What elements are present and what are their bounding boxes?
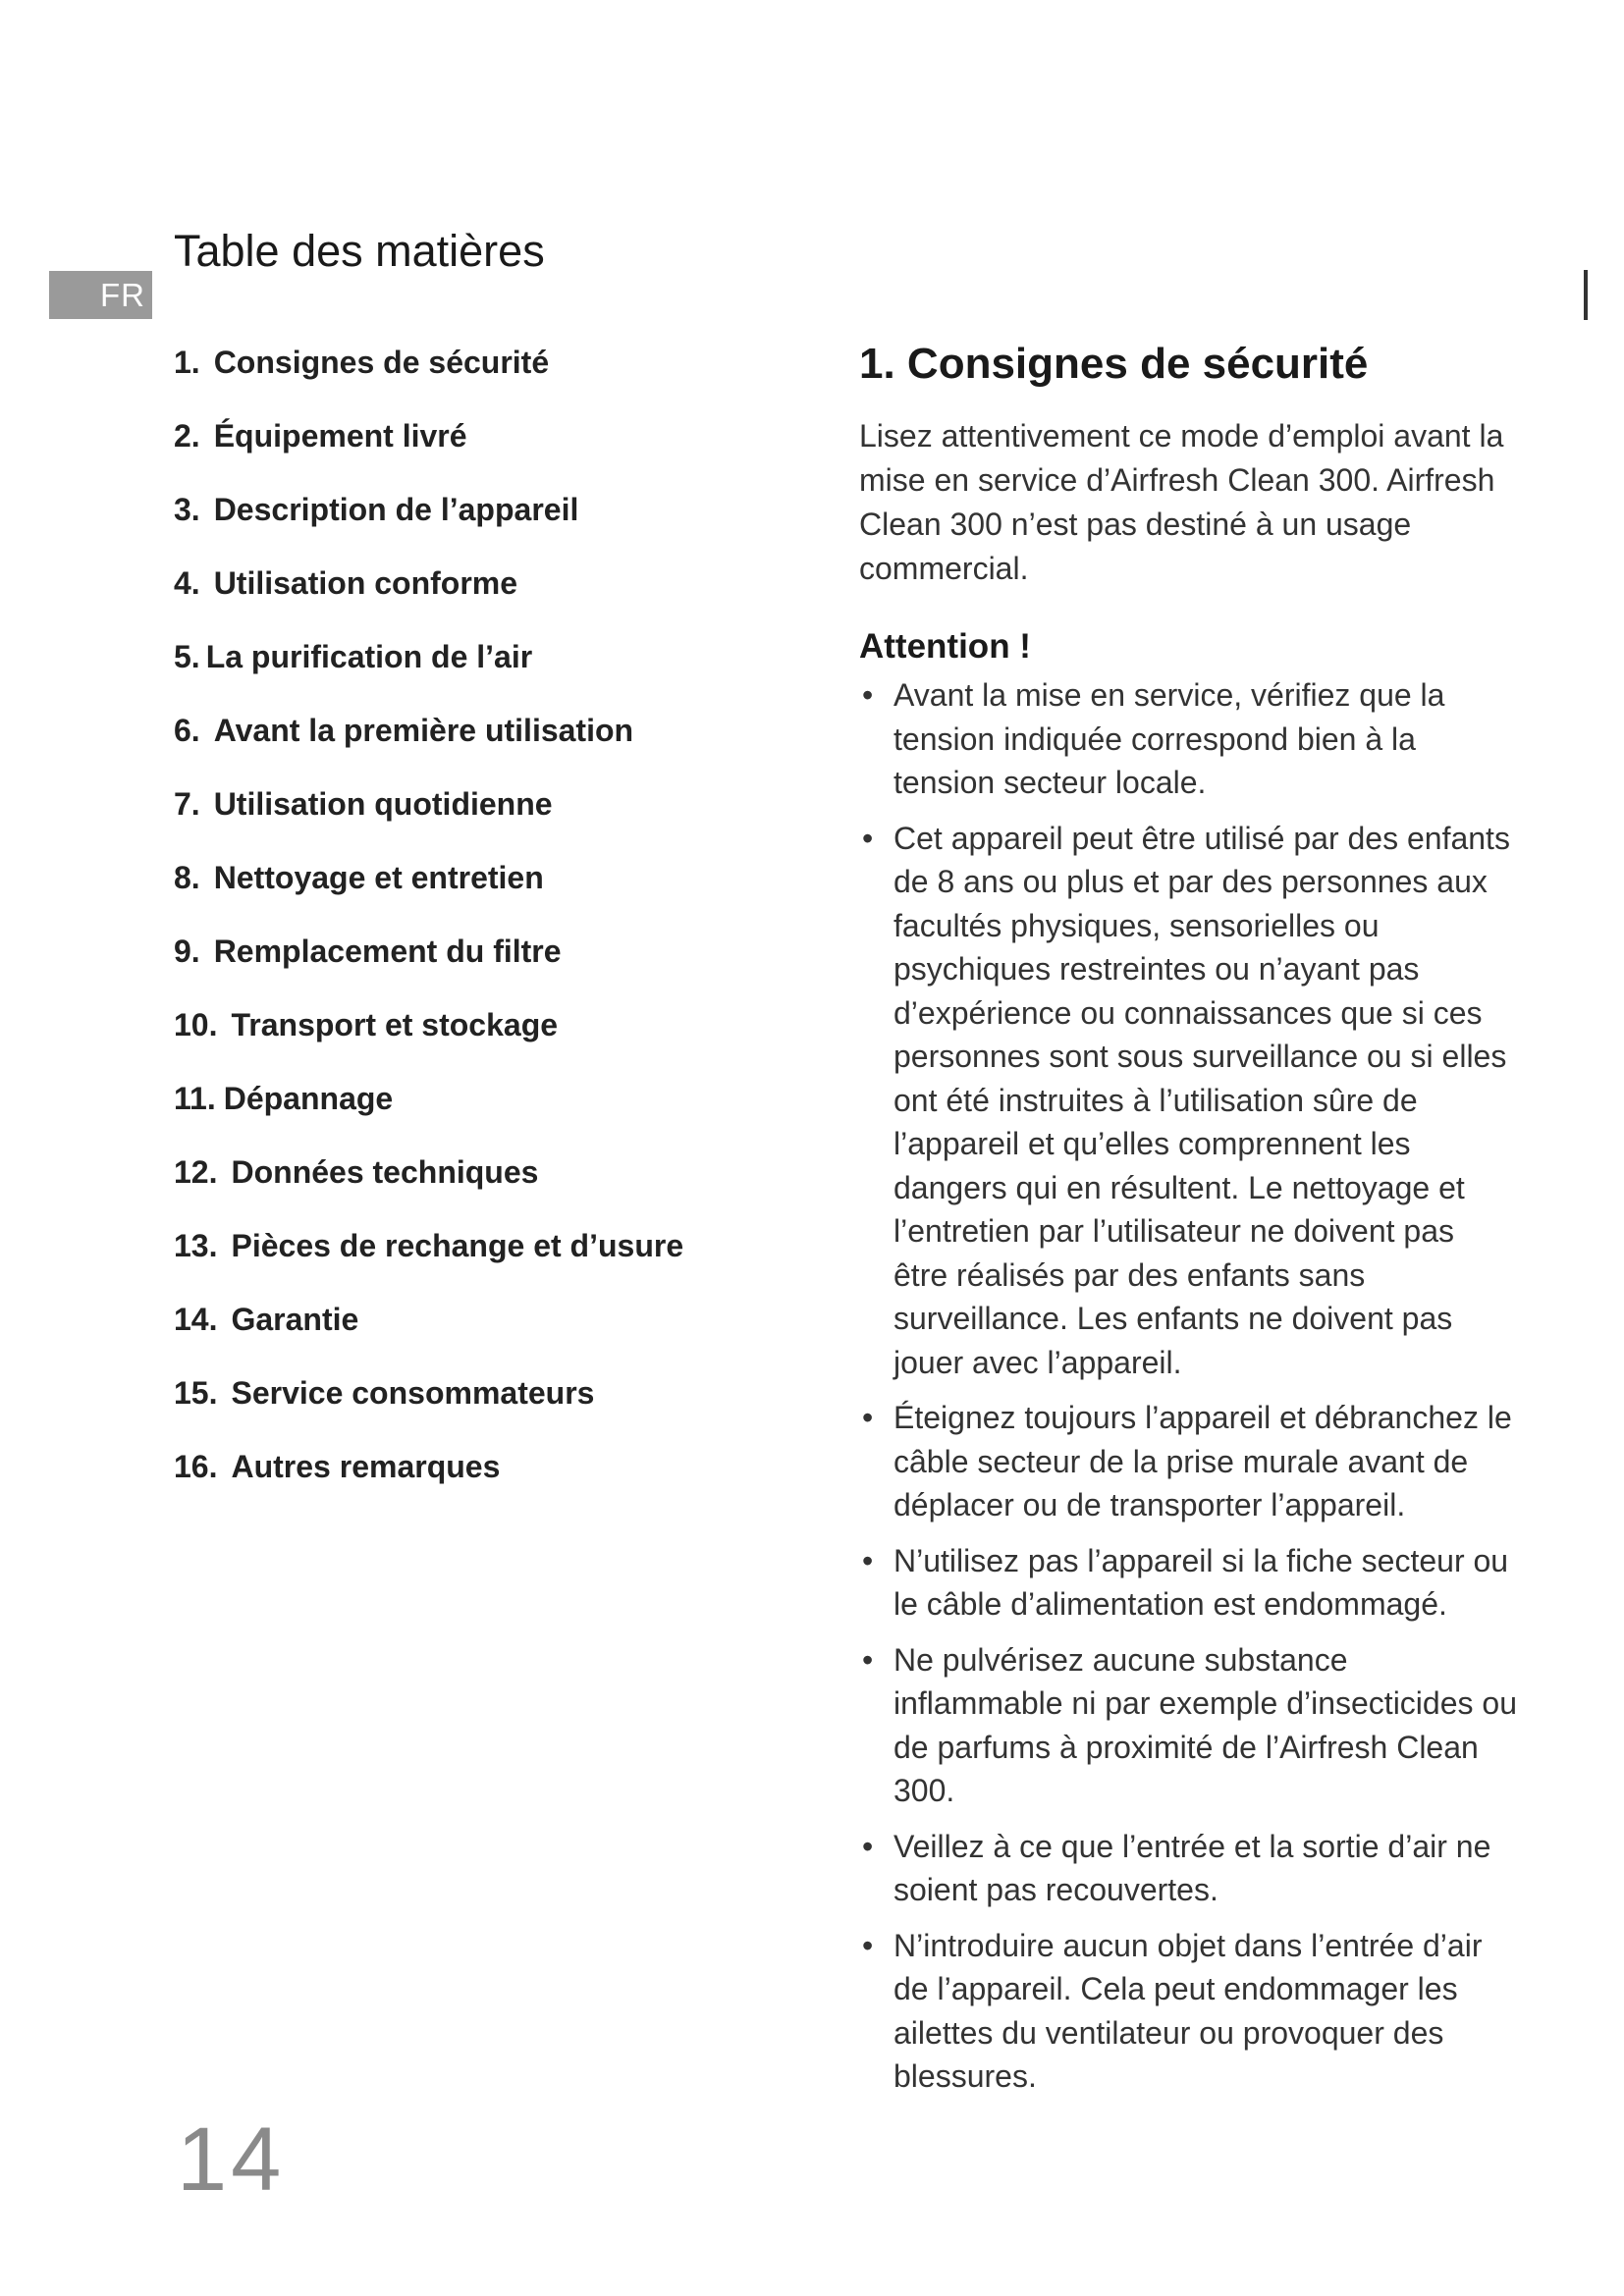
- toc-item: [174, 706, 683, 779]
- bullet-text: Cet appareil peut être utilisé par des enfants de 8 ans ou plus et par des personnes aux facultés physiques, sensorielles ou psychiques restreintes ou n’ayant pas d’expérience ou connaissances que si ces personnes sont sous surveillance ou si elles ont été instruites à l’utilisation sûre de l’appareil et qu’elles comprennent les dangers qui en résultent. Le nettoyage et l’entretien par l’utilisateur ne doivent pas être réalisés par des enfants sans surveillance. Les enfants ne doivent pas jouer avec l’appareil.: [893, 820, 1510, 1380]
- bullet-icon: •: [862, 1828, 874, 1864]
- toc-item: [174, 853, 683, 927]
- toc-item-number: 12.: [174, 1154, 218, 1190]
- toc-item-label: Garantie: [231, 1302, 359, 1337]
- toc-item: [174, 1000, 683, 1074]
- bullet-icon: •: [862, 820, 874, 856]
- bullet-text: Ne pulvérisez aucune substance inflammable ni par exemple d’insecticides ou de parfums à proximité de l’Airfresh Clean 300.: [893, 1641, 1517, 1808]
- toc-item: [174, 927, 683, 1000]
- bullet-icon: •: [862, 1542, 874, 1578]
- toc-item: [174, 559, 683, 632]
- bullet-text: N’introduire aucun objet dans l’entrée d’air de l’appareil. Cela peut endommager les ailettes du ventilateur ou provoquer des blessures.: [893, 1927, 1483, 2094]
- bullet-icon: •: [862, 677, 874, 713]
- toc-item-label: Transport et stockage: [231, 1007, 559, 1042]
- toc-item-label: Dépannage: [223, 1081, 394, 1116]
- list-item: [859, 1825, 1517, 1912]
- toc-title: Table des matières: [174, 226, 545, 276]
- toc-item-label: Pièces de rechange et d’usure: [231, 1228, 684, 1263]
- toc-item-label: Nettoyage et entretien: [213, 860, 544, 895]
- page-edge-marker: [1584, 270, 1588, 320]
- toc-item-label: Utilisation conforme: [213, 565, 518, 601]
- toc-item-number: 13.: [174, 1228, 218, 1263]
- toc-item-label: Consignes de sécurité: [213, 345, 550, 380]
- list-item: [859, 1539, 1517, 1627]
- toc-item: [174, 779, 683, 853]
- toc-item-number: 10.: [174, 1007, 218, 1042]
- toc-item-number: 9.: [174, 934, 200, 969]
- toc-item-number: 8.: [174, 860, 200, 895]
- toc-item-label: Équipement livré: [213, 418, 467, 454]
- toc-item: [174, 1148, 683, 1221]
- toc-item-label: Autres remarques: [231, 1449, 501, 1484]
- toc-item-number: 2.: [174, 418, 200, 454]
- list-item: [859, 1396, 1517, 1527]
- bullet-icon: •: [862, 1641, 874, 1678]
- toc-item-number: 11.: [174, 1081, 216, 1116]
- table-of-contents: [174, 338, 683, 1516]
- list-item: [859, 1924, 1517, 2099]
- list-item: [859, 673, 1517, 805]
- safety-section: [859, 334, 1517, 2110]
- intro-paragraph: Lisez attentivement ce mode d’emploi avant la mise en service d’Airfresh Clean 300. Airfresh Clean 300 n’est pas destiné à un usage commercial.: [859, 418, 1504, 586]
- toc-item-label: Avant la première utilisation: [213, 713, 634, 748]
- toc-item-label: La purification de l’air: [205, 639, 533, 674]
- toc-item-number: 6.: [174, 713, 200, 748]
- toc-item: [174, 338, 683, 411]
- toc-item-number: 7.: [174, 786, 200, 822]
- safety-bullet-list: [859, 673, 1517, 2099]
- bullet-text: N’utilisez pas l’appareil si la fiche secteur ou le câble d’alimentation est endommagé.: [893, 1542, 1509, 1622]
- bullet-text: Éteignez toujours l’appareil et débranchez le câble secteur de la prise murale avant de déplacer ou de transporter l’appareil.: [893, 1400, 1512, 1522]
- toc-item: [174, 1295, 683, 1368]
- attention-heading: Attention !: [859, 627, 1031, 666]
- toc-item-label: Utilisation quotidienne: [213, 786, 553, 822]
- toc-item-label: Description de l’appareil: [213, 492, 579, 527]
- toc-item-label: Données techniques: [231, 1154, 539, 1190]
- bullet-text: Avant la mise en service, vérifiez que la tension indiquée correspond bien à la tension secteur locale.: [893, 677, 1445, 800]
- toc-item-number: 3.: [174, 492, 200, 527]
- toc-item-label: Remplacement du filtre: [213, 934, 562, 969]
- list-item: [859, 817, 1517, 1385]
- section-title: 1. Consignes de sécurité: [859, 340, 1369, 388]
- page-number: 14: [177, 2109, 286, 2210]
- toc-item: [174, 1442, 683, 1516]
- list-item: [859, 1638, 1517, 1813]
- toc-item: [174, 632, 683, 706]
- toc-item-label: Service consommateurs: [231, 1375, 595, 1411]
- bullet-icon: •: [862, 1927, 874, 1963]
- toc-item-number: 4.: [174, 565, 200, 601]
- toc-item: [174, 411, 683, 485]
- toc-item-number: 15.: [174, 1375, 218, 1411]
- bullet-icon: •: [862, 1400, 874, 1435]
- toc-item-number: 16.: [174, 1449, 218, 1484]
- toc-item: [174, 1074, 683, 1148]
- toc-item: [174, 485, 683, 559]
- toc-item: [174, 1221, 683, 1295]
- bullet-text: Veillez à ce que l’entrée et la sortie d’air ne soient pas recouvertes.: [893, 1828, 1491, 1907]
- toc-item-number: 1.: [174, 345, 200, 380]
- toc-item-number: 5.: [174, 639, 200, 674]
- toc-item-number: 14.: [174, 1302, 218, 1337]
- toc-item: [174, 1368, 683, 1442]
- language-tab: FR: [49, 271, 152, 319]
